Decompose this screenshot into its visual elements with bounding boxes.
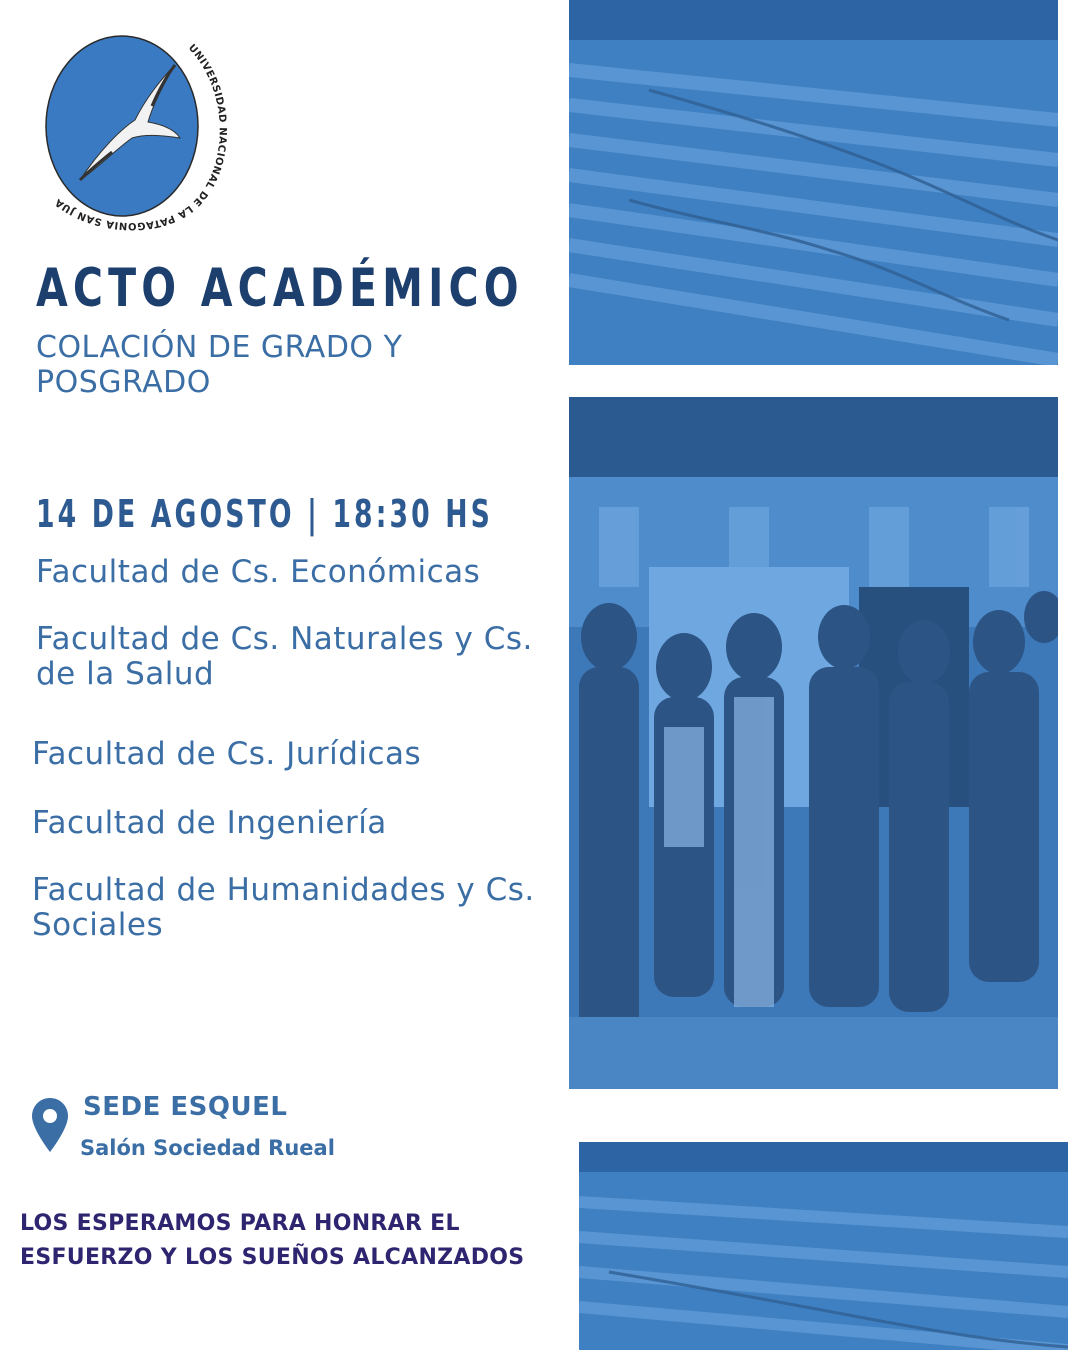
university-logo bbox=[40, 20, 230, 235]
diplomas-photo-bottom bbox=[579, 1142, 1068, 1350]
faculty-juridicas: Facultad de Cs. Jurídicas bbox=[32, 736, 422, 772]
event-datetime: 14 DE AGOSTO | 18:30 HS bbox=[36, 492, 494, 536]
diplomas-photo-top bbox=[569, 0, 1058, 365]
faculty-humanidades: Facultad de Humanidades y Cs. Sociales bbox=[32, 872, 535, 943]
university-seal bbox=[40, 20, 230, 235]
seal-text: UNIVERSIDAD NACIONAL DE LA PATAGONIA SAN JUA bbox=[53, 42, 228, 232]
event-subtitle: COLACIÓN DE GRADO Y POSGRADO bbox=[36, 330, 403, 400]
graduates-group-photo bbox=[569, 397, 1058, 1089]
map-pin-icon bbox=[32, 1098, 68, 1152]
campus-name: SEDE ESQUEL bbox=[83, 1092, 288, 1122]
faculty-economicas: Facultad de Cs. Económicas bbox=[36, 554, 481, 590]
faculty-naturales: Facultad de Cs. Naturales y Cs. de la Salud bbox=[36, 621, 533, 692]
event-title: ACTO ACADÉMICO bbox=[36, 258, 524, 319]
closing-message: LOS ESPERAMOS PARA HONRAR EL ESFUERZO Y LOS SUEÑOS ALCANZADOS bbox=[20, 1211, 525, 1270]
venue-name: Salón Sociedad Rueal bbox=[80, 1136, 335, 1160]
faculty-ingenieria: Facultad de Ingeniería bbox=[32, 805, 387, 841]
